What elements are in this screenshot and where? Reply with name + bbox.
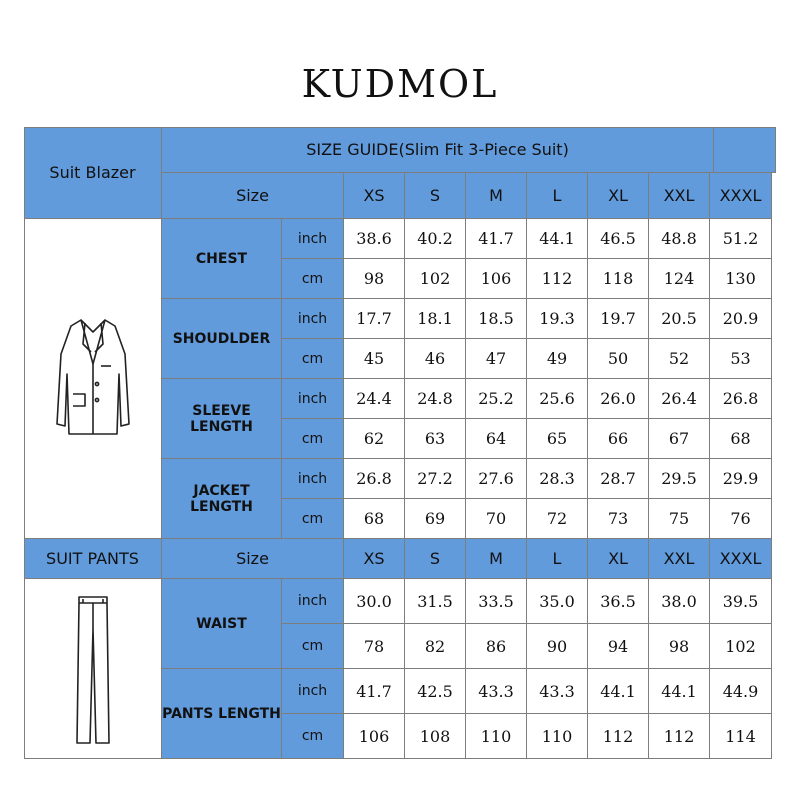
value-cell: 124 (649, 259, 710, 299)
unit-inch-shoudlder: inch (282, 299, 344, 339)
value-cell: 40.2 (405, 219, 466, 259)
value-cell: 39.5 (710, 579, 772, 624)
value-cell: 28.7 (588, 459, 649, 499)
value-cell: 29.5 (649, 459, 710, 499)
pants-size-label: Size (162, 539, 344, 579)
unit-cm-jacket-length: cm (282, 499, 344, 539)
value-cell: 20.9 (710, 299, 772, 339)
value-cell: 50 (588, 339, 649, 379)
pants-size-header-xs: XS (344, 539, 405, 579)
unit-inch-pants-length: inch (282, 669, 344, 714)
unit-inch-chest: inch (282, 219, 344, 259)
suit-blazer-icon (53, 314, 133, 444)
value-cell: 24.4 (344, 379, 405, 419)
title-spacer-cell (714, 127, 776, 173)
value-cell: 43.3 (466, 669, 527, 714)
value-cell: 43.3 (527, 669, 588, 714)
value-cell: 47 (466, 339, 527, 379)
unit-cm-waist: cm (282, 624, 344, 669)
unit-cm-shoudlder: cm (282, 339, 344, 379)
unit-cm-pants-length: cm (282, 714, 344, 759)
value-cell: 18.1 (405, 299, 466, 339)
pants-size-header-xxl: XXL (649, 539, 710, 579)
value-cell: 63 (405, 419, 466, 459)
value-cell: 27.6 (466, 459, 527, 499)
value-cell: 41.7 (344, 669, 405, 714)
value-cell: 44.9 (710, 669, 772, 714)
value-cell: 72 (527, 499, 588, 539)
size-header-l: L (527, 173, 588, 219)
size-header-xxxl: XXXL (710, 173, 772, 219)
brand-logo: KUDMOL (301, 62, 499, 106)
size-header-xxl: XXL (649, 173, 710, 219)
value-cell: 112 (527, 259, 588, 299)
size-header-m: M (466, 173, 527, 219)
value-cell: 94 (588, 624, 649, 669)
measurement-label-shoudlder: SHOUDLDER (162, 299, 282, 379)
value-cell: 38.6 (344, 219, 405, 259)
value-cell: 102 (710, 624, 772, 669)
unit-inch-jacket-length: inch (282, 459, 344, 499)
measurement-label-jacket-length: JACKET LENGTH (162, 459, 282, 539)
size-header-xl: XL (588, 173, 649, 219)
value-cell: 49 (527, 339, 588, 379)
value-cell: 44.1 (649, 669, 710, 714)
value-cell: 98 (344, 259, 405, 299)
value-cell: 19.3 (527, 299, 588, 339)
value-cell: 46.5 (588, 219, 649, 259)
pants-size-header-s: S (405, 539, 466, 579)
measurement-label-sleeve-length: SLEEVE LENGTH (162, 379, 282, 459)
value-cell: 106 (344, 714, 405, 759)
value-cell: 110 (527, 714, 588, 759)
value-cell: 24.8 (405, 379, 466, 419)
value-cell: 20.5 (649, 299, 710, 339)
size-guide-title: SIZE GUIDE(Slim Fit 3-Piece Suit) (162, 127, 714, 173)
value-cell: 90 (527, 624, 588, 669)
pants-size-header-xl: XL (588, 539, 649, 579)
blazer-section-label: Suit Blazer (24, 127, 162, 219)
unit-inch-waist: inch (282, 579, 344, 624)
value-cell: 68 (344, 499, 405, 539)
value-cell: 69 (405, 499, 466, 539)
measurement-label-waist: WAIST (162, 579, 282, 669)
value-cell: 98 (649, 624, 710, 669)
value-cell: 75 (649, 499, 710, 539)
value-cell: 41.7 (466, 219, 527, 259)
value-cell: 78 (344, 624, 405, 669)
value-cell: 29.9 (710, 459, 772, 499)
value-cell: 44.1 (588, 669, 649, 714)
value-cell: 110 (466, 714, 527, 759)
suit-pants-icon (73, 589, 113, 749)
value-cell: 31.5 (405, 579, 466, 624)
pants-size-header-l: L (527, 539, 588, 579)
value-cell: 48.8 (649, 219, 710, 259)
value-cell: 26.8 (710, 379, 772, 419)
pants-size-header-m: M (466, 539, 527, 579)
value-cell: 25.2 (466, 379, 527, 419)
value-cell: 45 (344, 339, 405, 379)
value-cell: 26.0 (588, 379, 649, 419)
size-header-xs: XS (344, 173, 405, 219)
value-cell: 65 (527, 419, 588, 459)
value-cell: 64 (466, 419, 527, 459)
value-cell: 35.0 (527, 579, 588, 624)
pants-size-header-xxxl: XXXL (710, 539, 772, 579)
value-cell: 70 (466, 499, 527, 539)
measurement-label-chest: CHEST (162, 219, 282, 299)
value-cell: 26.8 (344, 459, 405, 499)
value-cell: 36.5 (588, 579, 649, 624)
unit-cm-chest: cm (282, 259, 344, 299)
value-cell: 46 (405, 339, 466, 379)
unit-inch-sleeve-length: inch (282, 379, 344, 419)
value-cell: 51.2 (710, 219, 772, 259)
value-cell: 82 (405, 624, 466, 669)
value-cell: 53 (710, 339, 772, 379)
pants-image-cell (24, 579, 162, 759)
value-cell: 28.3 (527, 459, 588, 499)
value-cell: 66 (588, 419, 649, 459)
unit-cm-sleeve-length: cm (282, 419, 344, 459)
value-cell: 130 (710, 259, 772, 299)
value-cell: 67 (649, 419, 710, 459)
value-cell: 19.7 (588, 299, 649, 339)
value-cell: 25.6 (527, 379, 588, 419)
value-cell: 62 (344, 419, 405, 459)
value-cell: 17.7 (344, 299, 405, 339)
value-cell: 106 (466, 259, 527, 299)
value-cell: 30.0 (344, 579, 405, 624)
blazer-size-label: Size (162, 173, 344, 219)
value-cell: 33.5 (466, 579, 527, 624)
value-cell: 68 (710, 419, 772, 459)
value-cell: 114 (710, 714, 772, 759)
size-header-s: S (405, 173, 466, 219)
value-cell: 108 (405, 714, 466, 759)
value-cell: 38.0 (649, 579, 710, 624)
value-cell: 118 (588, 259, 649, 299)
value-cell: 52 (649, 339, 710, 379)
value-cell: 27.2 (405, 459, 466, 499)
value-cell: 86 (466, 624, 527, 669)
pants-section-label: SUIT PANTS (24, 539, 162, 579)
value-cell: 44.1 (527, 219, 588, 259)
value-cell: 76 (710, 499, 772, 539)
size-chart-table (24, 127, 776, 759)
value-cell: 42.5 (405, 669, 466, 714)
blazer-image-cell (24, 219, 162, 539)
measurement-label-pants-length: PANTS LENGTH (162, 669, 282, 759)
value-cell: 112 (588, 714, 649, 759)
value-cell: 112 (649, 714, 710, 759)
value-cell: 18.5 (466, 299, 527, 339)
value-cell: 26.4 (649, 379, 710, 419)
value-cell: 102 (405, 259, 466, 299)
value-cell: 73 (588, 499, 649, 539)
